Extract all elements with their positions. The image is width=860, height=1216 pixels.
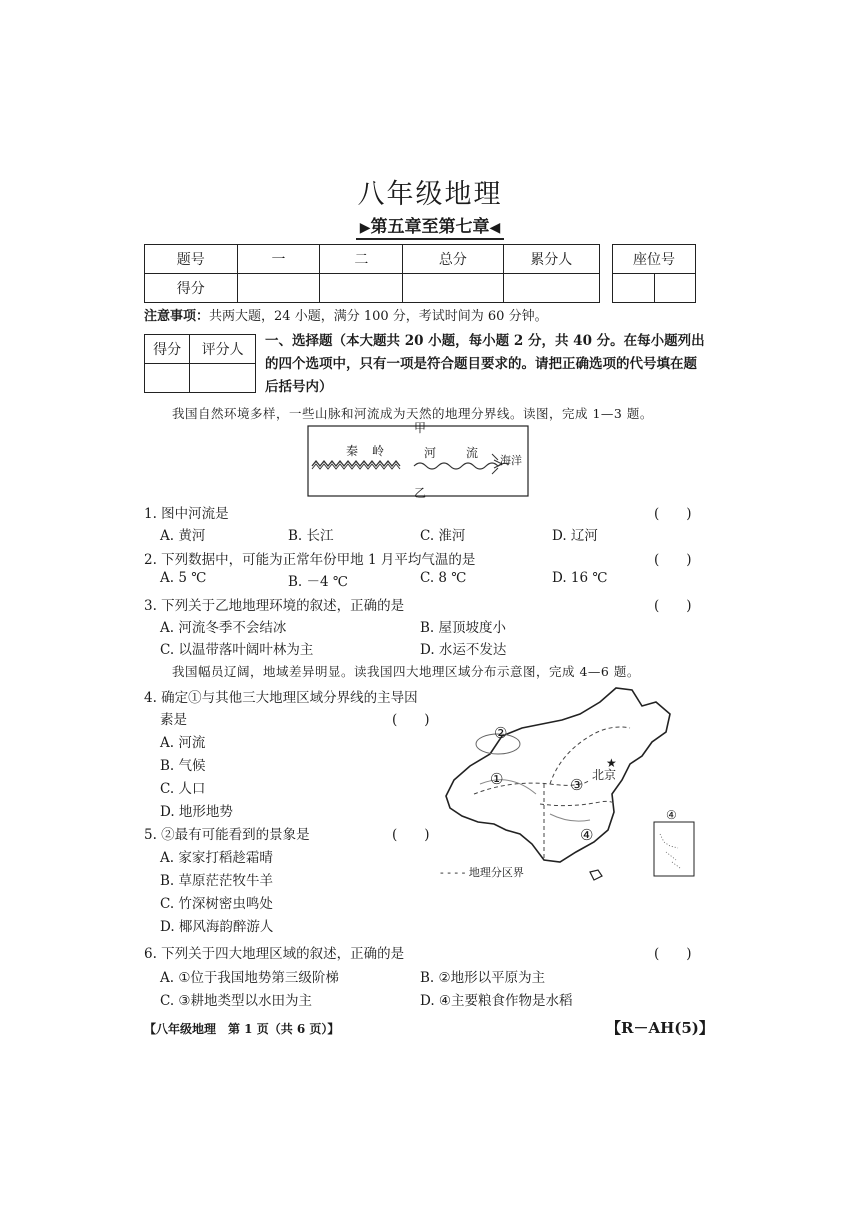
china-outline — [446, 688, 670, 862]
question-5-stem: 5. ②最有可能看到的景象是 — [144, 827, 310, 843]
triangle-right-icon: ▶ — [359, 220, 371, 236]
map-legend — [440, 864, 524, 880]
section-heading: 一、选择题（本大题共 20 小题，每小题 2 分，共 40 分。在每小题列出的四个选项中，只有一项是符合题目要求的。请把正确选项的代号填在题后括号内） — [265, 333, 705, 395]
seat-label: 座位号 — [613, 245, 696, 274]
answer-blank[interactable]: ( ) — [654, 552, 692, 568]
score-cell[interactable] — [503, 274, 599, 303]
paper-code: 【R－AH(5)】 — [606, 1019, 714, 1037]
label-jia: 甲 — [414, 421, 427, 435]
grader-box — [144, 334, 256, 393]
option: D. 椰风海韵醉游人 — [160, 919, 274, 935]
triangle-left-icon: ◀ — [489, 220, 501, 236]
question-3-stem: 3. 下列关于乙地地理环境的叙述，正确的是 — [144, 598, 405, 614]
option: B. －4 ℃ — [288, 574, 348, 590]
notice-label: 注意事项： — [144, 309, 210, 324]
answer-blank[interactable]: ( ) — [392, 827, 430, 843]
region-4-label: ④ — [580, 826, 594, 844]
option: D. ④主要粮食作物是水稻 — [420, 993, 573, 1009]
score-table-header: 题号 — [145, 245, 238, 274]
score-table-header: 累分人 — [503, 245, 599, 274]
option: B. ②地形以平原为主 — [420, 970, 546, 986]
score-table — [144, 244, 600, 303]
option: C. 以温带落叶阔叶林为主 — [160, 642, 314, 658]
grader-score-label: 得分 — [145, 335, 190, 364]
answer-blank[interactable]: ( ) — [392, 712, 430, 728]
label-liu: 流 — [466, 446, 479, 460]
option: A. 5 ℃ — [160, 570, 207, 586]
option: B. 气候 — [160, 758, 206, 774]
inset-region-label: ④ — [666, 808, 677, 822]
score-cell[interactable] — [320, 274, 403, 303]
legend-text: 地理分区界 — [468, 866, 524, 879]
question-6-stem: 6. 下列关于四大地理区域的叙述，正确的是 — [144, 946, 405, 962]
boundary-figure — [306, 422, 530, 504]
score-table-header: 二 — [320, 245, 403, 274]
seat-cell[interactable] — [654, 274, 696, 303]
option: C. 淮河 — [420, 528, 466, 544]
option: D. 16 ℃ — [552, 570, 608, 586]
option: B. 草原茫茫牧牛羊 — [160, 873, 274, 889]
option: A. 河流 — [160, 735, 206, 751]
question-4-stem: 4. 确定①与其他三大地理区域分界线的主导因 — [144, 690, 418, 706]
option: D. 水运不发达 — [420, 642, 507, 658]
question-2-stem: 2. 下列数据中，可能为正常年份甲地 1 月平均气温的是 — [144, 552, 476, 568]
china-regions-map — [440, 684, 700, 884]
label-ocean: 海洋 — [500, 454, 522, 467]
option: D. 地形地势 — [160, 804, 233, 820]
label-ling: 岭 — [372, 444, 385, 458]
option: C. 竹深树密虫鸣处 — [160, 896, 273, 912]
option: D. 辽河 — [552, 528, 598, 544]
intro-text: 我国自然环境多样，一些山脉和河流成为天然的地理分界线。读图，完成 1—3 题。 — [172, 406, 653, 421]
region-2-label: ② — [494, 724, 508, 742]
seat-cell[interactable] — [613, 274, 655, 303]
dashed-line-icon: - - - - — [440, 866, 466, 879]
star-icon: ★ — [606, 756, 617, 770]
grader-score-cell[interactable] — [145, 364, 190, 393]
notice — [144, 305, 548, 324]
label-he: 河 — [424, 446, 437, 460]
answer-blank[interactable]: ( ) — [654, 946, 692, 962]
region-1-label: ① — [490, 770, 504, 788]
option: A. 河流冬季不会结冰 — [160, 620, 287, 636]
option: C. 8 ℃ — [420, 570, 467, 586]
option: B. 屋顶坡度小 — [420, 620, 507, 636]
page-footer-left: 【八年级地理 第 1 页（共 6 页）】 — [144, 1022, 340, 1036]
notice-text: 共两大题，24 小题，满分 100 分，考试时间为 60 分钟。 — [209, 309, 548, 324]
capital-label: 北京 — [592, 768, 617, 782]
label-qin: 秦 — [346, 444, 359, 458]
option: C. 人口 — [160, 781, 206, 797]
chapter-subtitle — [0, 212, 860, 240]
score-cell[interactable] — [403, 274, 503, 303]
answer-blank[interactable]: ( ) — [654, 598, 692, 614]
grader-name-cell[interactable] — [190, 364, 256, 393]
intro-text: 我国幅员辽阔，地域差异明显。读我国四大地理区域分布示意图，完成 4—6 题。 — [172, 664, 640, 679]
score-table-header: 一 — [237, 245, 320, 274]
seat-number-box — [612, 244, 696, 303]
page-title: 八年级地理 — [357, 179, 503, 210]
score-row-label: 得分 — [145, 274, 238, 303]
region-3-label: ③ — [570, 776, 584, 794]
grader-name-label: 评分人 — [190, 335, 256, 364]
option: C. ③耕地类型以水田为主 — [160, 993, 313, 1009]
option: A. 家家打稻趁霜晴 — [160, 850, 273, 866]
chapter-range: 第五章至第七章 — [370, 217, 490, 237]
option: A. ①位于我国地势第三级阶梯 — [160, 970, 339, 986]
option: A. 黄河 — [160, 528, 206, 544]
question-1-stem: 1. 图中河流是 — [144, 506, 229, 522]
river-line — [414, 463, 508, 469]
label-yi: 乙 — [414, 486, 427, 500]
score-cell[interactable] — [237, 274, 320, 303]
question-4-stem-cont: 素是 — [160, 712, 187, 728]
score-table-header: 总分 — [403, 245, 503, 274]
option: B. 长江 — [288, 528, 334, 544]
answer-blank[interactable]: ( ) — [654, 506, 692, 522]
